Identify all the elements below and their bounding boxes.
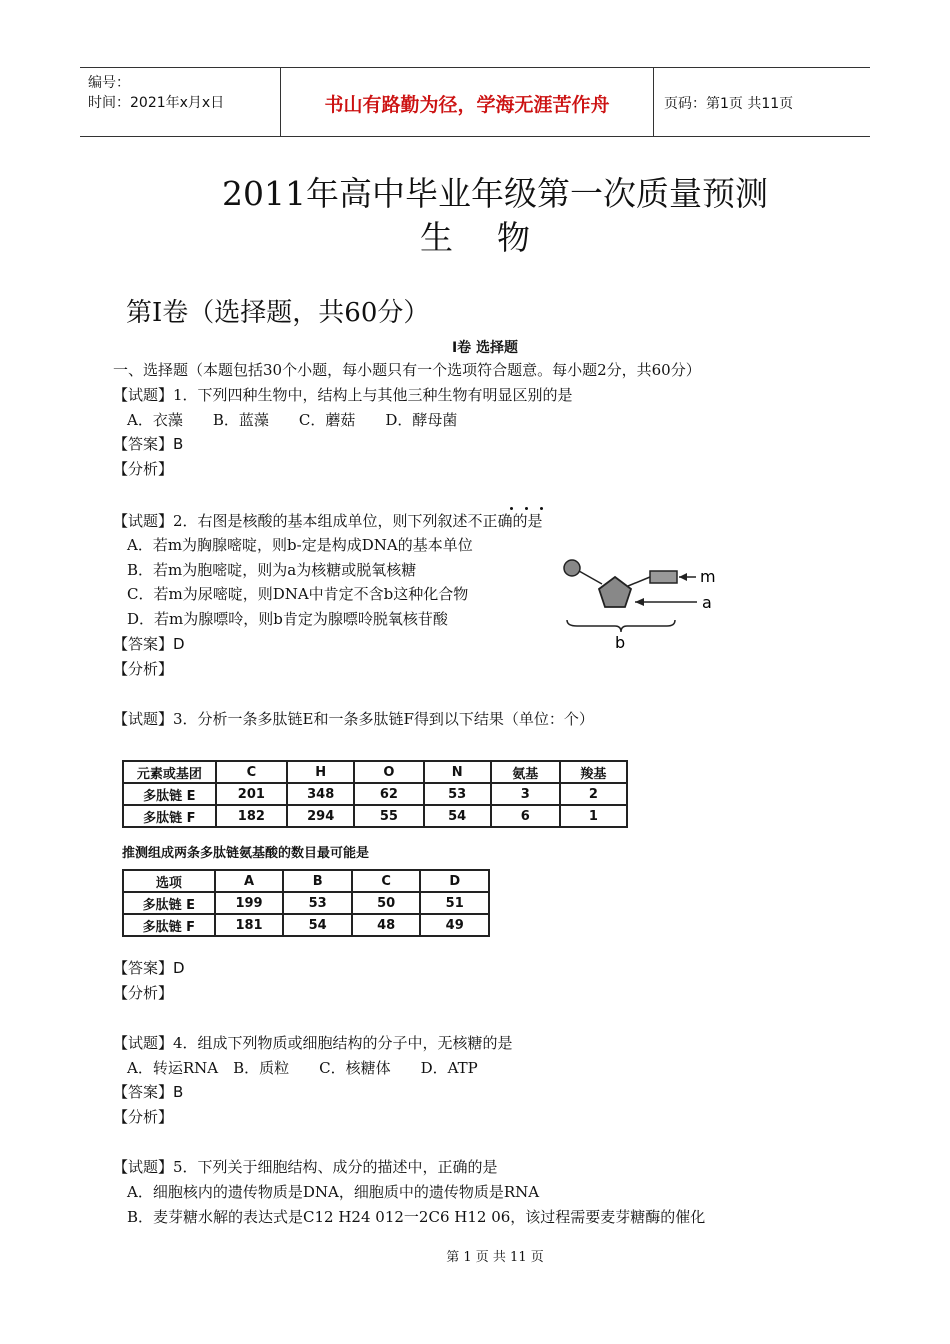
table-header-cell: B <box>283 870 352 892</box>
table-cell: 53 <box>283 892 352 914</box>
q2-option-b: B．若m为胞嘧啶，则为a为核糖或脱氧核糖 <box>127 561 417 579</box>
q4-analysis: 【分析】 <box>113 1108 174 1126</box>
arrow-a-head <box>635 598 644 606</box>
document-time-label: 时间：2021年x月x日 <box>88 95 225 111</box>
table-cell: 294 <box>287 805 354 827</box>
nucleotide-diagram <box>555 550 735 655</box>
q3-stem: 【试题】3．分析一条多肽链E和一条多肽链F得到以下结果（单位：个） <box>113 710 594 728</box>
table-row <box>123 783 627 805</box>
q4-stem: 【试题】4．组成下列物质或细胞结构的分子中，无核糖的是 <box>113 1034 513 1052</box>
table-header-cell: 羧基 <box>560 761 627 783</box>
phosphate-group <box>564 560 580 576</box>
table-header-cell: O <box>354 761 423 783</box>
table-cell: 多肽链 E <box>123 783 216 805</box>
q1-analysis: 【分析】 <box>113 460 174 478</box>
table-cell: 48 <box>352 914 421 936</box>
table-header-cell: 元素或基团 <box>123 761 216 783</box>
q2-answer: 【答案】D <box>113 635 185 653</box>
table-header-cell: A <box>215 870 284 892</box>
table-header-row <box>123 870 489 892</box>
q2-stem: 【试题】2．右图是核酸的基本组成单位，则下列叙述不正确的是 <box>113 512 543 530</box>
data-table-elements <box>122 760 628 828</box>
label-b: b <box>615 633 626 652</box>
header-motto: 书山有路勤为径，学海无涯苦作舟 <box>324 94 610 116</box>
q3-analysis: 【分析】 <box>113 984 174 1002</box>
emphasis-dot <box>525 507 528 510</box>
table-cell: 199 <box>215 892 284 914</box>
instructions: 一、选择题（本题包括30个小题，每小题只有一个选项符合题意。每小题2分，共60分） <box>113 361 701 379</box>
header-page-cell <box>654 68 870 136</box>
table-cell: 348 <box>287 783 354 805</box>
q1-answer: 【答案】B <box>113 435 184 453</box>
table-row <box>123 892 489 914</box>
section-heading: 第Ⅰ卷（选择题，共60分） <box>126 298 430 328</box>
q5-stem: 【试题】5．下列关于细胞结构、成分的描述中，正确的是 <box>113 1158 498 1176</box>
q1-stem: 【试题】1．下列四种生物中，结构上与其他三种生物有明显区别的是 <box>113 386 573 404</box>
q3-answer: 【答案】D <box>113 959 185 977</box>
q4-answer: 【答案】B <box>113 1083 184 1101</box>
document-code-label: 编号： <box>88 75 130 91</box>
table-cell: 2 <box>560 783 627 805</box>
table-cell: 51 <box>420 892 489 914</box>
table-cell: 182 <box>216 805 287 827</box>
base-bond <box>628 577 650 586</box>
table-caption: 推测组成两条多肽链氨基酸的数目最可能是 <box>122 846 370 861</box>
q5-option-a: A．细胞核内的遗传物质是DNA，细胞质中的遗传物质是RNA <box>127 1183 540 1201</box>
table-cell: 54 <box>283 914 352 936</box>
table-cell: 201 <box>216 783 287 805</box>
table-cell: 多肽链 E <box>123 892 215 914</box>
header-meta-cell <box>80 68 281 136</box>
table-cell: 181 <box>215 914 284 936</box>
brace-b <box>567 620 675 632</box>
pentose-sugar <box>599 577 631 607</box>
table-header-cell: N <box>424 761 491 783</box>
table-header-cell: 氨基 <box>491 761 560 783</box>
table-cell: 55 <box>354 805 423 827</box>
exam-title: 2011年高中毕业年级第一次质量预测 <box>222 174 768 213</box>
table-cell: 1 <box>560 805 627 827</box>
data-table-options <box>122 869 490 937</box>
table-row <box>123 914 489 936</box>
header-page-label: 页码：第1页 共11页 <box>664 96 794 112</box>
document-header <box>80 67 870 137</box>
table-header-cell: 选项 <box>123 870 215 892</box>
nitrogenous-base <box>650 571 677 583</box>
table-header-cell: C <box>216 761 287 783</box>
emphasis-dot <box>510 507 513 510</box>
table-cell: 6 <box>491 805 560 827</box>
q4-options: A．转运RNA B．质粒 C．核糖体 D．ATP <box>127 1059 478 1077</box>
table-cell: 62 <box>354 783 423 805</box>
table-cell: 3 <box>491 783 560 805</box>
table-cell: 50 <box>352 892 421 914</box>
label-m: m <box>700 567 716 586</box>
arrow-m-head <box>679 573 687 581</box>
q2-option-c: C．若m为尿嘧啶，则DNA中肯定不含b这种化合物 <box>127 585 469 603</box>
page-footer: 第 1 页 共 11 页 <box>446 1250 544 1265</box>
label-a: a <box>702 593 712 612</box>
q2-option-a: A．若m为胸腺嘧啶，则b-定是构成DNA的基本单位 <box>127 536 473 554</box>
table-cell: 多肽链 F <box>123 914 215 936</box>
phosphate-bond <box>579 571 602 584</box>
emphasis-dot <box>540 507 543 510</box>
table-header-cell: D <box>420 870 489 892</box>
table-cell: 49 <box>420 914 489 936</box>
table-cell: 54 <box>424 805 491 827</box>
table-header-cell: C <box>352 870 421 892</box>
table-cell: 多肽链 F <box>123 805 216 827</box>
header-motto-cell <box>281 68 654 136</box>
q2-analysis: 【分析】 <box>113 660 174 678</box>
exam-subject: 生物 <box>420 218 574 257</box>
q2-option-d: D．若m为腺嘌呤，则b肯定为腺嘌呤脱氧核苷酸 <box>127 610 448 628</box>
q5-option-b: B．麦芽糖水解的表达式是C12 H24 012一2C6 H12 06，该过程需要麦芽糖酶的催化 <box>127 1208 706 1226</box>
table-cell: 53 <box>424 783 491 805</box>
q1-options: A．衣藻 B．蓝藻 C．蘑菇 D．酵母菌 <box>127 411 458 429</box>
table-header-row <box>123 761 627 783</box>
sub-heading: Ⅰ卷 选择题 <box>451 340 519 356</box>
table-header-cell: H <box>287 761 354 783</box>
table-row <box>123 805 627 827</box>
